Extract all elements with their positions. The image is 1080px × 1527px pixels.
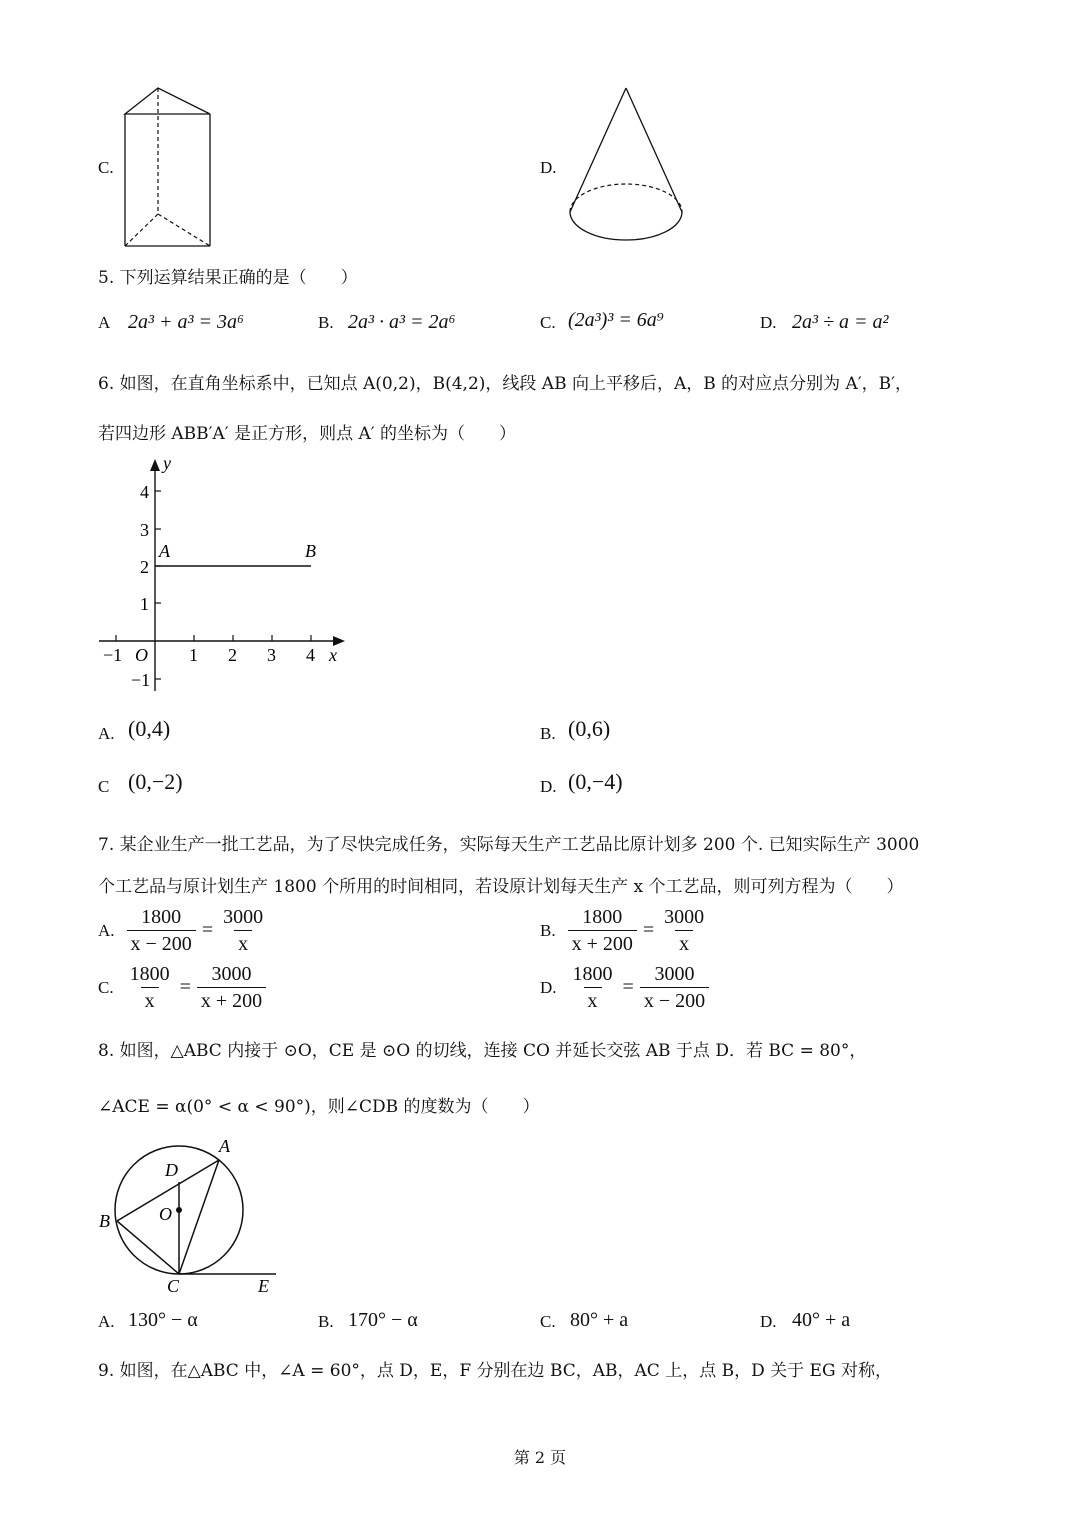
q6-coordinate-graph <box>95 455 355 700</box>
label-b: B <box>99 1211 110 1231</box>
equals-sign: = <box>201 919 214 941</box>
fraction <box>660 904 708 957</box>
x-tick-label: 1 <box>189 645 198 665</box>
q7-option-c <box>98 961 266 1014</box>
q6-option-c-label: C <box>98 777 110 796</box>
triangular-prism-figure <box>118 80 218 252</box>
equals-sign: = <box>622 976 634 998</box>
numerator: 1800 <box>582 906 623 928</box>
denominator: x − 200 <box>127 930 196 957</box>
denominator: x + 200 <box>197 987 266 1014</box>
numerator: 3000 <box>223 906 264 928</box>
x-axis-label: x <box>329 645 337 665</box>
x-tick-label: −1 <box>103 645 123 665</box>
fraction <box>127 904 196 957</box>
q5-stem: 5. 下列运算结果正确的是（ ） <box>98 268 358 288</box>
denominator: x <box>675 930 693 957</box>
point-b-label: B <box>305 541 316 561</box>
label-e: E <box>258 1276 269 1296</box>
q6-option-a: (0,4) <box>128 716 171 741</box>
equals-sign: = <box>179 976 191 998</box>
q5-option-a-label: A <box>98 313 111 332</box>
y-axis-arrow-icon <box>150 459 160 471</box>
q7-option-c-label: C. <box>98 977 114 997</box>
label-a: A <box>219 1136 230 1156</box>
q5-option-c: (2a³)³ = 6a⁹ <box>568 309 664 331</box>
numerator: 3000 <box>664 906 705 928</box>
q6-stem-line1: 6. 如图，在直角坐标系中，已知点 A(0,2)，B(4,2)，线段 AB 向上平移后，A，B 的对应点分别为 A′，B′， <box>98 374 913 394</box>
q6-option-c: (0,−2) <box>128 769 183 794</box>
q7-option-a-label: A. <box>98 920 115 940</box>
q7-stem-line2: 个工艺品与原计划生产 1800 个所用的时间相同，若设原计划每天生产 x 个工艺品，则可列方程为（ ） <box>98 877 904 897</box>
y-tick-label: −1 <box>131 670 151 690</box>
q5-option-d: 2a³ ÷ a = a² <box>792 311 889 333</box>
origin-label: O <box>135 645 148 665</box>
q8-option-c: 80° + a <box>570 1309 629 1331</box>
fraction <box>569 961 617 1014</box>
denominator: x − 200 <box>640 987 709 1014</box>
cone-figure <box>560 82 690 250</box>
page-number: 第 2 页 <box>513 1448 567 1467</box>
q4-option-c-label: C. <box>98 158 114 177</box>
numerator: 1800 <box>129 963 170 985</box>
q6-option-d: (0,−4) <box>568 769 623 794</box>
q8-stem-line1: 8. 如图，△ABC 内接于 ⊙O，CE 是 ⊙O 的切线，连接 CO 并延长交弦 AB 于点 D．若 BC = 80°， <box>98 1041 867 1061</box>
q7-option-b <box>540 904 708 957</box>
q8-option-d-label: D. <box>760 1312 777 1331</box>
q8-option-a: 130° − α <box>128 1309 198 1331</box>
y-tick-label: 1 <box>140 594 149 614</box>
fraction <box>126 961 174 1014</box>
q5-option-c-label: C. <box>540 313 556 332</box>
y-axis-label: y <box>163 455 171 473</box>
y-tick-label: 4 <box>140 482 149 502</box>
q5-option-d-label: D. <box>760 313 777 332</box>
numerator: 1800 <box>572 963 613 985</box>
q8-option-d: 40° + a <box>792 1309 851 1331</box>
denominator: x + 200 <box>568 930 637 957</box>
denominator: x <box>234 930 252 957</box>
denominator: x <box>141 987 159 1014</box>
q6-option-a-label: A. <box>98 724 115 743</box>
q8-option-a-label: A. <box>98 1312 115 1331</box>
q8-option-c-label: C. <box>540 1312 556 1331</box>
label-c: C <box>167 1276 180 1296</box>
q8-option-b-label: B. <box>318 1312 334 1331</box>
q5-option-b: 2a³ · a³ = 2a⁶ <box>348 311 456 333</box>
x-tick-label: 3 <box>267 645 276 665</box>
q5-option-b-label: B. <box>318 313 334 332</box>
q5-option-a: 2a³ + a³ = 3a⁶ <box>128 311 244 333</box>
numerator: 1800 <box>141 906 182 928</box>
q7-option-d-label: D. <box>540 977 557 997</box>
y-tick-label: 2 <box>140 557 149 577</box>
x-tick-label: 4 <box>306 645 315 665</box>
q6-option-d-label: D. <box>540 777 557 796</box>
q8-stem-line2: ∠ACE = α(0° < α < 90°)，则∠CDB 的度数为（ ） <box>98 1097 540 1117</box>
fraction <box>568 904 637 957</box>
q7-option-b-label: B. <box>540 920 556 940</box>
q8-option-b: 170° − α <box>348 1309 418 1331</box>
q8-circle-figure <box>95 1130 285 1300</box>
q4-option-d-label: D. <box>540 158 557 177</box>
q7-option-a <box>98 904 267 957</box>
numerator: 3000 <box>211 963 252 985</box>
label-d: D <box>165 1160 178 1180</box>
q6-option-b-label: B. <box>540 724 556 743</box>
numerator: 3000 <box>654 963 695 985</box>
center-point <box>176 1207 182 1213</box>
point-a-label: A <box>159 541 170 561</box>
fraction <box>640 961 709 1014</box>
q6-stem-line2: 若四边形 ABB′A′ 是正方形，则点 A′ 的坐标为（ ） <box>98 424 517 444</box>
fraction <box>219 904 267 957</box>
q9-stem-line1: 9. 如图，在△ABC 中，∠A = 60°，点 D，E，F 分别在边 BC，AB，AC 上，点 B，D 关于 EG 对称， <box>98 1361 892 1381</box>
q7-option-d <box>540 961 709 1014</box>
y-tick-label: 3 <box>140 520 149 540</box>
q6-option-b: (0,6) <box>568 716 611 741</box>
equals-sign: = <box>642 919 655 941</box>
label-o: O <box>159 1204 172 1224</box>
chord-ac <box>179 1160 219 1274</box>
x-tick-label: 2 <box>228 645 237 665</box>
q7-stem-line1: 7. 某企业生产一批工艺品，为了尽快完成任务，实际每天生产工艺品比原计划多 200 个. 已知实际生产 3000 <box>98 835 920 855</box>
fraction <box>197 961 266 1014</box>
denominator: x <box>584 987 602 1014</box>
